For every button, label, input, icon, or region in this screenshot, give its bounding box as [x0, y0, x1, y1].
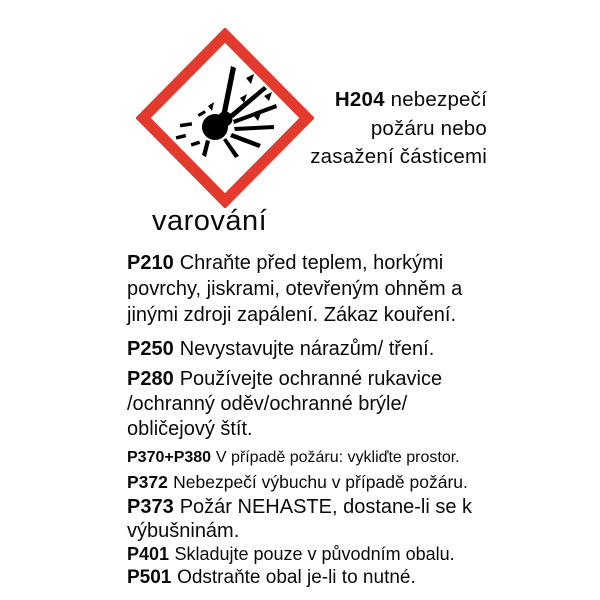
p-statement-text: Odstraňte obal je-li to nutné.: [177, 567, 416, 588]
p-statement-text: Nebezpečí výbuchu v případě požáru.: [173, 472, 468, 492]
p-statement-code: P401: [127, 544, 170, 564]
p-statement-code: P370+P380: [127, 449, 212, 466]
p-statement-code: P373: [127, 496, 174, 518]
p-statement-code: P280: [127, 368, 174, 390]
p-statement-code: P501: [127, 567, 172, 588]
p-statement-p372: [127, 471, 499, 494]
p-statement-p401: [127, 543, 499, 566]
p-statement-text: Skladujte pouze v původním obalu.: [174, 544, 455, 564]
p-statement-p280: [127, 367, 499, 442]
hazard-statement: [285, 86, 487, 172]
p-statement-text: Chraňte před teplem, horkými povrchy, jiskrami, otevřeným ohněm a jinými zdroji zapálení. Zákaz kouření.: [127, 252, 463, 326]
p-statement-p250: [127, 336, 499, 362]
p-statement-p373: [127, 495, 499, 543]
hazard-statement-line3: zasažení částicemi: [310, 145, 487, 168]
hazard-code: H204: [334, 88, 385, 111]
p-statement-text: Používejte ochranné rukavice /ochranný oděv/ochranné brýle/ obličejový štít.: [127, 368, 443, 440]
signal-word: varování: [152, 205, 268, 237]
p-statement-p210: [127, 250, 499, 328]
p-statement-code: P210: [127, 252, 174, 274]
p-statement-text: Nevystavujte nárazům/ tření.: [179, 338, 435, 360]
hazard-text-line1: nebezpečí: [390, 88, 487, 111]
hazard-statement-line1: [285, 86, 487, 115]
p-statement-text: V případě požáru: vykliďte prostor.: [215, 449, 460, 466]
p-statement-p370-p380: [127, 447, 499, 469]
precautionary-statements: [127, 250, 499, 590]
p-statement-p501: [127, 566, 499, 590]
p-statement-text: Požár NEHASTE, dostane-li se k výbušninám.: [127, 496, 473, 542]
hazard-statement-line2: požáru nebo: [370, 116, 487, 140]
p-statement-code: P372: [127, 472, 168, 492]
p-statement-code: P250: [127, 338, 174, 360]
